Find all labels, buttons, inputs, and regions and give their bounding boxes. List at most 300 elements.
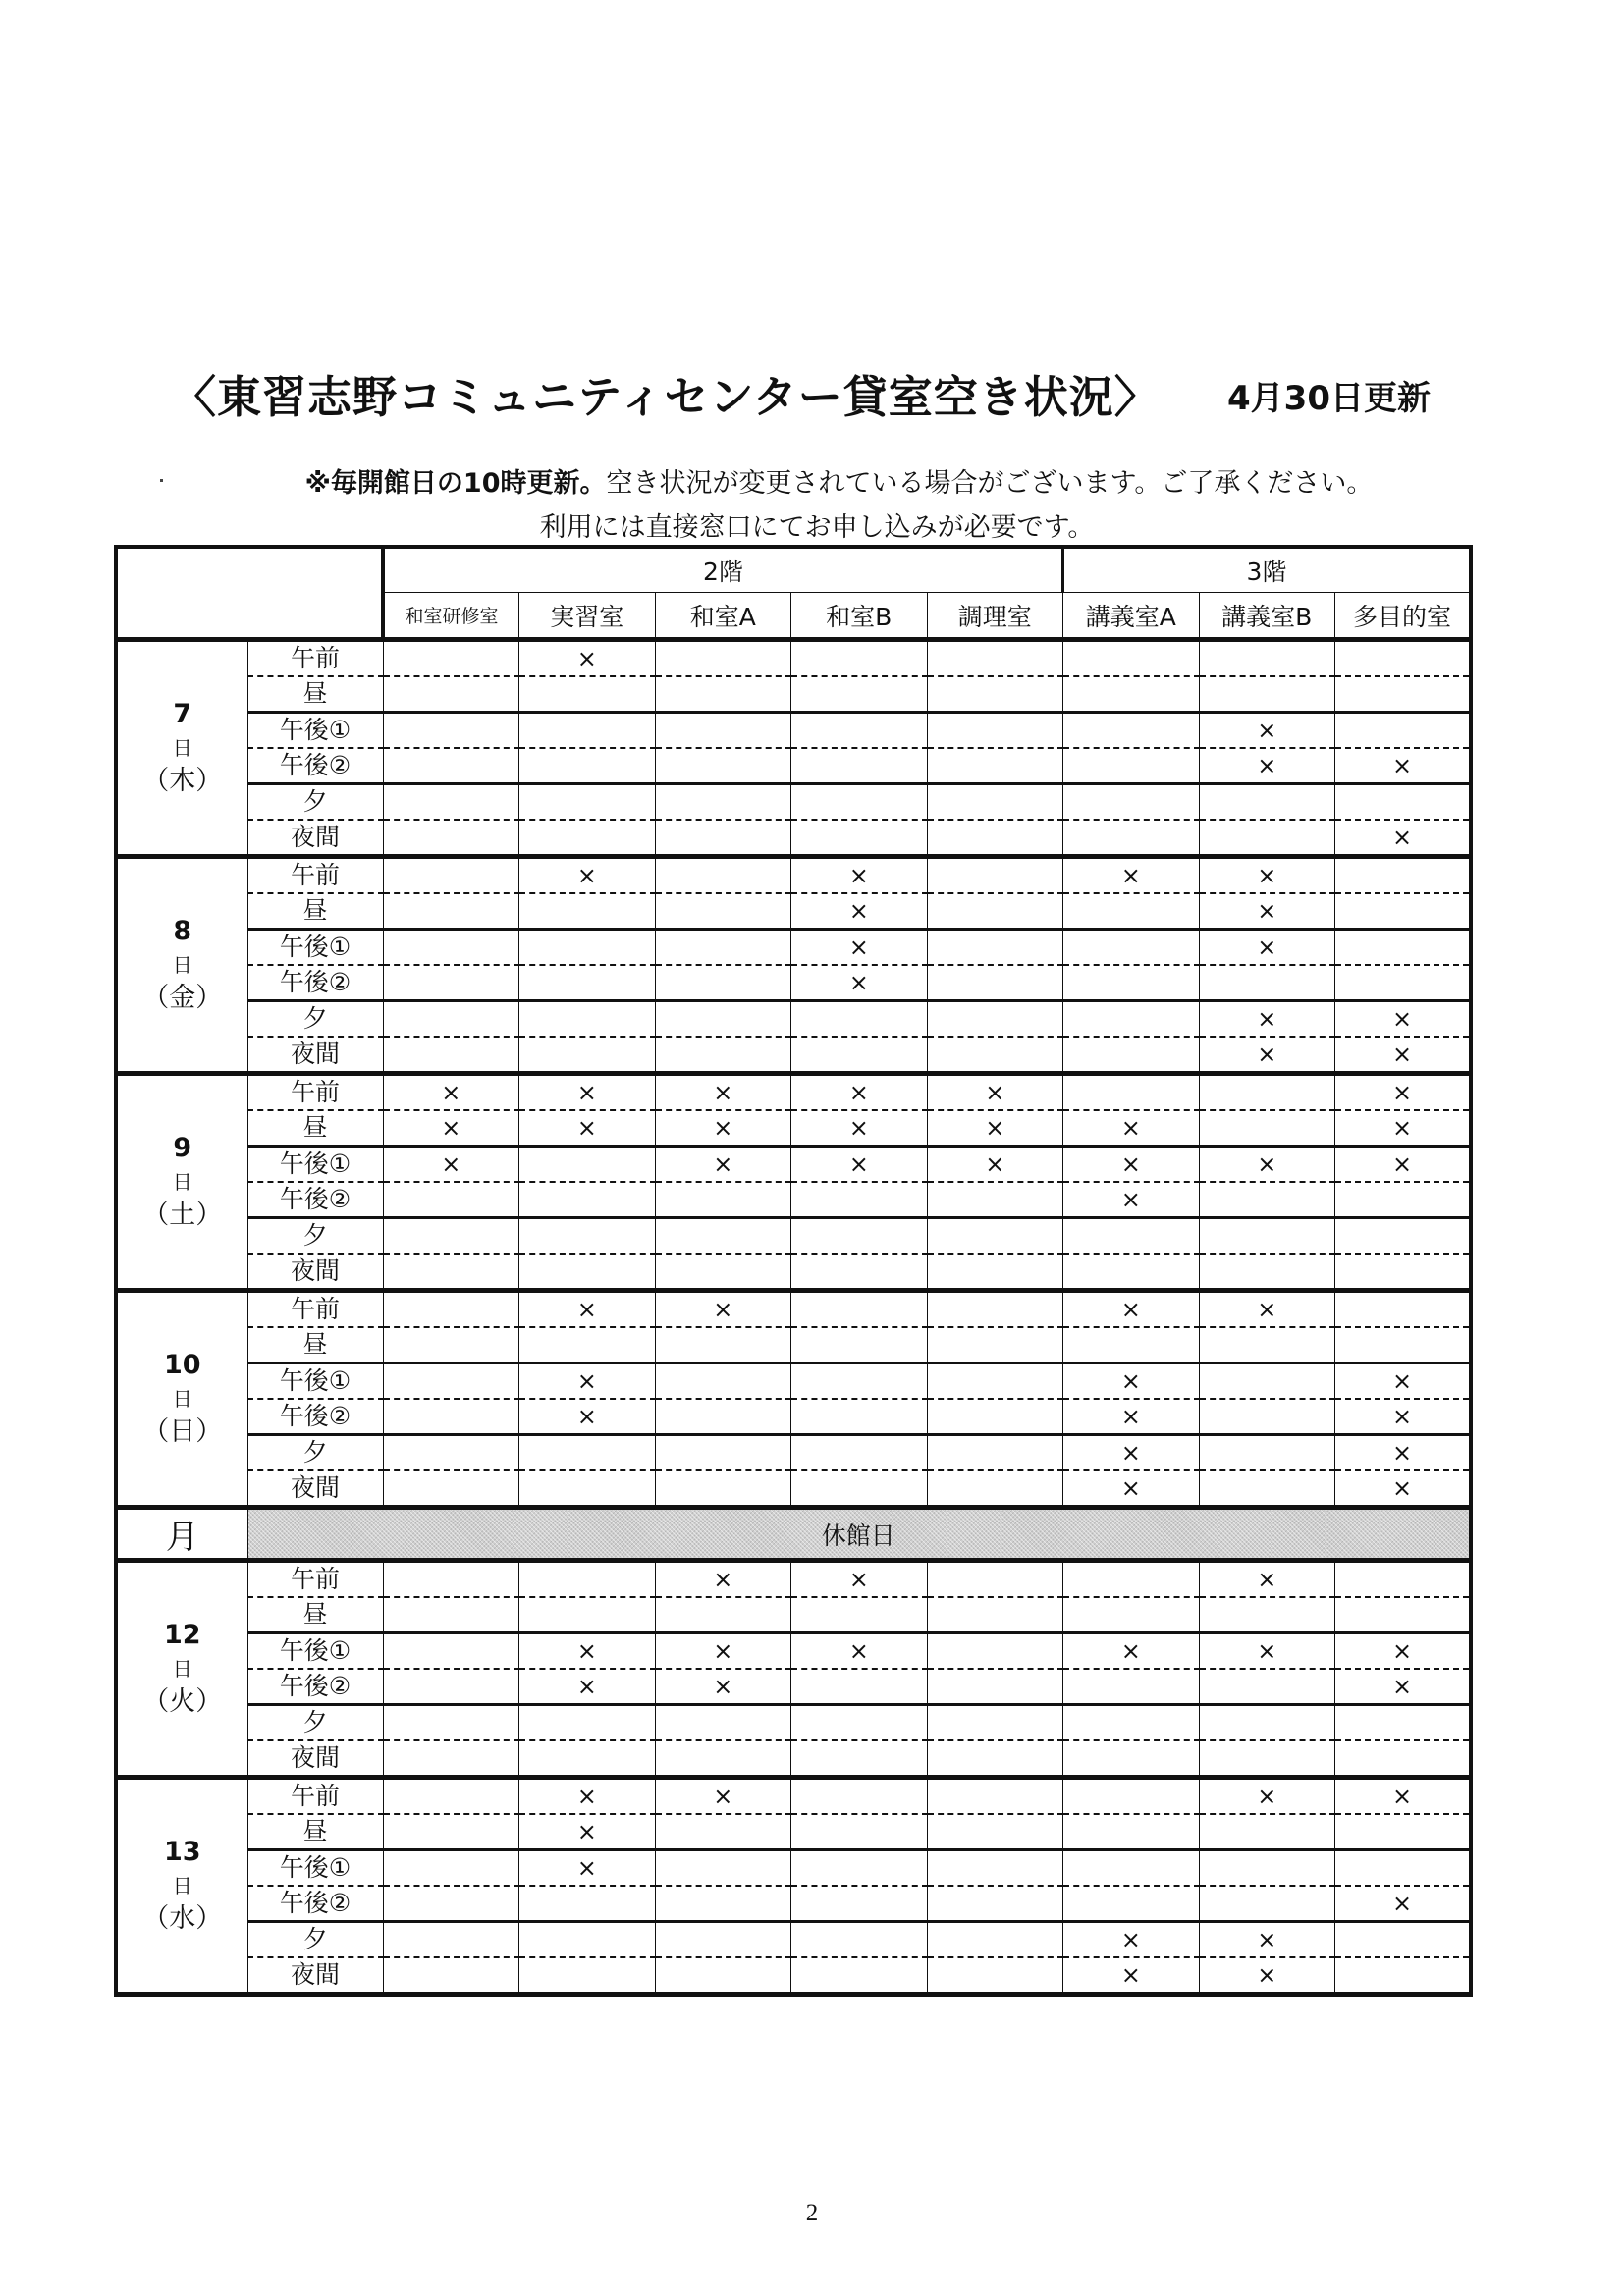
page-title: 〈東習志野コミュニティセンター貸室空き状況〉 bbox=[172, 371, 1160, 423]
available-cell bbox=[791, 1001, 928, 1038]
available-cell bbox=[1199, 1218, 1335, 1255]
available-cell bbox=[519, 1922, 656, 1958]
slot-label: 午後② bbox=[247, 1886, 383, 1922]
available-cell bbox=[791, 1597, 928, 1633]
available-cell bbox=[1335, 713, 1472, 749]
available-cell bbox=[927, 1037, 1063, 1074]
available-cell bbox=[519, 1001, 656, 1038]
booked-cell: × bbox=[791, 1147, 928, 1183]
slot-row bbox=[116, 1470, 1471, 1508]
booked-cell: × bbox=[655, 1669, 791, 1705]
slot-row bbox=[116, 1669, 1471, 1705]
slot-label: 夜間 bbox=[247, 1254, 383, 1291]
available-cell bbox=[655, 1037, 791, 1074]
booked-cell: × bbox=[1063, 1633, 1200, 1670]
day-unit: 日 bbox=[172, 736, 192, 760]
holiday-weekday: 月 bbox=[116, 1508, 247, 1561]
available-cell bbox=[791, 1435, 928, 1471]
available-cell bbox=[519, 1597, 656, 1633]
booked-cell: × bbox=[1335, 748, 1472, 784]
availability-table bbox=[114, 545, 1473, 1997]
slot-label: 午前 bbox=[247, 1561, 383, 1598]
booked-cell: × bbox=[383, 1074, 519, 1111]
available-cell bbox=[927, 640, 1063, 677]
booked-cell: × bbox=[1199, 1922, 1335, 1958]
booked-cell: × bbox=[519, 1669, 656, 1705]
available-cell bbox=[927, 676, 1063, 713]
available-cell bbox=[927, 857, 1063, 894]
available-cell bbox=[655, 676, 791, 713]
available-cell bbox=[1199, 1363, 1335, 1400]
available-cell bbox=[1335, 1814, 1472, 1850]
booked-cell: × bbox=[1063, 1182, 1200, 1218]
floor-header-row bbox=[116, 547, 1471, 593]
slot-row bbox=[116, 1886, 1471, 1922]
available-cell bbox=[383, 1957, 519, 1995]
available-cell bbox=[927, 930, 1063, 966]
slot-row bbox=[116, 1850, 1471, 1887]
available-cell bbox=[1335, 1182, 1472, 1218]
available-cell bbox=[519, 676, 656, 713]
booked-cell: × bbox=[1199, 1957, 1335, 1995]
room-header: 和室B bbox=[791, 593, 928, 640]
available-cell bbox=[383, 1001, 519, 1038]
available-cell bbox=[1063, 1218, 1200, 1255]
available-cell bbox=[1199, 820, 1335, 857]
available-cell bbox=[383, 713, 519, 749]
slot-row bbox=[116, 1922, 1471, 1958]
slot-label: 午後② bbox=[247, 1182, 383, 1218]
booked-cell: × bbox=[1199, 893, 1335, 930]
room-header: 多目的室 bbox=[1335, 593, 1472, 640]
slot-row bbox=[116, 893, 1471, 930]
available-cell bbox=[1199, 1705, 1335, 1741]
slot-label: 午後② bbox=[247, 965, 383, 1001]
slot-row bbox=[116, 1814, 1471, 1850]
slot-label: 午後① bbox=[247, 930, 383, 966]
available-cell bbox=[655, 1254, 791, 1291]
booked-cell: × bbox=[655, 1074, 791, 1111]
slot-label: 夜間 bbox=[247, 820, 383, 857]
booked-cell: × bbox=[1335, 1110, 1472, 1147]
available-cell bbox=[927, 748, 1063, 784]
available-cell bbox=[383, 1597, 519, 1633]
slot-label: 夕 bbox=[247, 1922, 383, 1958]
available-cell bbox=[1063, 713, 1200, 749]
available-cell bbox=[383, 676, 519, 713]
room-header: 講義室B bbox=[1199, 593, 1335, 640]
slot-label: 昼 bbox=[247, 1327, 383, 1363]
available-cell bbox=[655, 1001, 791, 1038]
slot-label: 午前 bbox=[247, 1074, 383, 1111]
day-label bbox=[116, 1291, 247, 1508]
available-cell bbox=[1063, 1327, 1200, 1363]
available-cell bbox=[519, 965, 656, 1001]
day-weekday: （水） bbox=[142, 1903, 223, 1934]
room-header: 和室A bbox=[655, 593, 791, 640]
available-cell bbox=[927, 1218, 1063, 1255]
available-cell bbox=[791, 1182, 928, 1218]
available-cell bbox=[927, 1254, 1063, 1291]
available-cell bbox=[1335, 893, 1472, 930]
available-cell bbox=[655, 1597, 791, 1633]
available-cell bbox=[519, 1435, 656, 1471]
booked-cell: × bbox=[519, 1850, 656, 1887]
available-cell bbox=[1335, 784, 1472, 821]
available-cell bbox=[1199, 1399, 1335, 1435]
available-cell bbox=[383, 893, 519, 930]
slot-label: 午後① bbox=[247, 713, 383, 749]
available-cell bbox=[1199, 1850, 1335, 1887]
day-weekday: （金） bbox=[142, 983, 223, 1013]
booked-cell: × bbox=[519, 1291, 656, 1328]
available-cell bbox=[1335, 1254, 1472, 1291]
available-cell bbox=[791, 1778, 928, 1815]
available-cell bbox=[791, 713, 928, 749]
booked-cell: × bbox=[1063, 1435, 1200, 1471]
booked-cell: × bbox=[927, 1110, 1063, 1147]
booked-cell: × bbox=[1199, 1037, 1335, 1074]
available-cell bbox=[655, 1922, 791, 1958]
available-cell bbox=[1063, 1886, 1200, 1922]
available-cell bbox=[1063, 1561, 1200, 1598]
booked-cell: × bbox=[519, 1363, 656, 1400]
available-cell bbox=[1063, 1850, 1200, 1887]
available-cell bbox=[519, 1218, 656, 1255]
booked-cell: × bbox=[791, 1110, 928, 1147]
slot-label: 夕 bbox=[247, 1218, 383, 1255]
day-unit: 日 bbox=[172, 1170, 192, 1194]
available-cell bbox=[791, 784, 928, 821]
booked-cell: × bbox=[519, 1074, 656, 1111]
slot-row bbox=[116, 930, 1471, 966]
booked-cell: × bbox=[655, 1110, 791, 1147]
available-cell bbox=[519, 1705, 656, 1741]
available-cell bbox=[1199, 640, 1335, 677]
available-cell bbox=[519, 1147, 656, 1183]
available-cell bbox=[791, 1470, 928, 1508]
available-cell bbox=[927, 820, 1063, 857]
floor-2-header: 2階 bbox=[383, 547, 1063, 593]
day-number: 12 bbox=[163, 1620, 201, 1650]
day-number: 7 bbox=[173, 699, 192, 729]
available-cell bbox=[927, 1291, 1063, 1328]
slot-row bbox=[116, 1705, 1471, 1741]
slot-row bbox=[116, 1778, 1471, 1815]
available-cell bbox=[927, 1363, 1063, 1400]
day-weekday: （木） bbox=[142, 766, 223, 796]
booked-cell: × bbox=[1335, 1363, 1472, 1400]
available-cell bbox=[1199, 1327, 1335, 1363]
booked-cell: × bbox=[1199, 1291, 1335, 1328]
available-cell bbox=[1063, 784, 1200, 821]
day-number: 8 bbox=[173, 916, 192, 946]
slot-row bbox=[116, 676, 1471, 713]
slot-row bbox=[116, 857, 1471, 894]
available-cell bbox=[1063, 1778, 1200, 1815]
booked-cell: × bbox=[519, 1399, 656, 1435]
booked-cell: × bbox=[791, 1074, 928, 1111]
slot-row bbox=[116, 784, 1471, 821]
available-cell bbox=[1063, 930, 1200, 966]
available-cell bbox=[519, 1561, 656, 1598]
slot-row bbox=[116, 713, 1471, 749]
slot-row bbox=[116, 1957, 1471, 1995]
available-cell bbox=[1199, 1074, 1335, 1111]
available-cell bbox=[1335, 930, 1472, 966]
available-cell bbox=[1063, 1074, 1200, 1111]
slot-label: 昼 bbox=[247, 1597, 383, 1633]
slot-row bbox=[116, 1399, 1471, 1435]
room-header: 実習室 bbox=[519, 593, 656, 640]
booked-cell: × bbox=[1063, 857, 1200, 894]
booked-cell: × bbox=[1063, 1110, 1200, 1147]
available-cell bbox=[1199, 1254, 1335, 1291]
available-cell bbox=[519, 1957, 656, 1995]
update-note-bold: ※毎開館日の10時更新。 bbox=[304, 468, 607, 499]
booked-cell: × bbox=[1199, 713, 1335, 749]
day-label bbox=[116, 857, 247, 1074]
slot-row bbox=[116, 1561, 1471, 1598]
available-cell bbox=[927, 893, 1063, 930]
booked-cell: × bbox=[1335, 1435, 1472, 1471]
day-weekday: （日） bbox=[142, 1416, 223, 1447]
page-number: 2 bbox=[805, 2200, 819, 2226]
booked-cell: × bbox=[1335, 1778, 1472, 1815]
slot-label: 午前 bbox=[247, 640, 383, 677]
day-number: 10 bbox=[163, 1350, 201, 1380]
day-unit: 日 bbox=[172, 1387, 192, 1411]
available-cell bbox=[383, 1633, 519, 1670]
room-header: 調理室 bbox=[927, 593, 1063, 640]
available-cell bbox=[655, 1957, 791, 1995]
available-cell bbox=[791, 748, 928, 784]
available-cell bbox=[927, 1470, 1063, 1508]
available-cell bbox=[1335, 1957, 1472, 1995]
available-cell bbox=[655, 1886, 791, 1922]
booked-cell: × bbox=[1199, 1001, 1335, 1038]
available-cell bbox=[927, 1001, 1063, 1038]
slot-label: 昼 bbox=[247, 676, 383, 713]
booked-cell: × bbox=[519, 1814, 656, 1850]
available-cell bbox=[1199, 784, 1335, 821]
available-cell bbox=[1335, 965, 1472, 1001]
available-cell bbox=[383, 1669, 519, 1705]
available-cell bbox=[927, 784, 1063, 821]
booked-cell: × bbox=[791, 857, 928, 894]
available-cell bbox=[927, 965, 1063, 1001]
available-cell bbox=[655, 1814, 791, 1850]
available-cell bbox=[927, 1814, 1063, 1850]
booked-cell: × bbox=[1063, 1147, 1200, 1183]
booked-cell: × bbox=[1199, 930, 1335, 966]
booked-cell: × bbox=[1199, 1633, 1335, 1670]
available-cell bbox=[519, 748, 656, 784]
available-cell bbox=[1199, 1814, 1335, 1850]
slot-row bbox=[116, 1037, 1471, 1074]
available-cell bbox=[1335, 1218, 1472, 1255]
available-cell bbox=[1199, 965, 1335, 1001]
available-cell bbox=[1063, 893, 1200, 930]
booked-cell: × bbox=[655, 1561, 791, 1598]
booked-cell: × bbox=[791, 1561, 928, 1598]
available-cell bbox=[655, 1327, 791, 1363]
slot-row bbox=[116, 1074, 1471, 1111]
available-cell bbox=[927, 1561, 1063, 1598]
slot-row bbox=[116, 1740, 1471, 1778]
booked-cell: × bbox=[655, 1633, 791, 1670]
booked-cell: × bbox=[1063, 1470, 1200, 1508]
available-cell bbox=[383, 1399, 519, 1435]
available-cell bbox=[519, 1886, 656, 1922]
available-cell bbox=[791, 1254, 928, 1291]
available-cell bbox=[1199, 1886, 1335, 1922]
slot-label: 午後① bbox=[247, 1147, 383, 1183]
slot-label: 午前 bbox=[247, 1778, 383, 1815]
slot-label: 午後② bbox=[247, 748, 383, 784]
slot-row bbox=[116, 1182, 1471, 1218]
available-cell bbox=[791, 1291, 928, 1328]
available-cell bbox=[927, 1597, 1063, 1633]
available-cell bbox=[383, 1922, 519, 1958]
booked-cell: × bbox=[791, 930, 928, 966]
available-cell bbox=[927, 1327, 1063, 1363]
available-cell bbox=[791, 1327, 928, 1363]
available-cell bbox=[383, 1705, 519, 1741]
available-cell bbox=[1063, 1037, 1200, 1074]
booked-cell: × bbox=[519, 1110, 656, 1147]
available-cell bbox=[791, 1957, 928, 1995]
available-cell bbox=[1063, 1669, 1200, 1705]
day-label bbox=[116, 640, 247, 857]
available-cell bbox=[383, 784, 519, 821]
slot-row bbox=[116, 1001, 1471, 1038]
floor-3-header: 3階 bbox=[1063, 547, 1472, 593]
available-cell bbox=[1199, 676, 1335, 713]
booked-cell: × bbox=[1199, 748, 1335, 784]
available-cell bbox=[1335, 640, 1472, 677]
available-cell bbox=[1063, 1814, 1200, 1850]
available-cell bbox=[1335, 1327, 1472, 1363]
available-cell bbox=[1063, 1254, 1200, 1291]
slot-label: 夕 bbox=[247, 1435, 383, 1471]
available-cell bbox=[383, 1814, 519, 1850]
slot-label: 夜間 bbox=[247, 1740, 383, 1778]
available-cell bbox=[519, 1254, 656, 1291]
available-cell bbox=[927, 1182, 1063, 1218]
available-cell bbox=[791, 1886, 928, 1922]
booked-cell: × bbox=[1335, 1633, 1472, 1670]
available-cell bbox=[655, 784, 791, 821]
available-cell bbox=[655, 1182, 791, 1218]
available-cell bbox=[655, 1740, 791, 1778]
update-note bbox=[0, 461, 1624, 500]
available-cell bbox=[519, 1740, 656, 1778]
available-cell bbox=[519, 930, 656, 966]
available-cell bbox=[791, 1669, 928, 1705]
slot-label: 夜間 bbox=[247, 1037, 383, 1074]
booked-cell: × bbox=[383, 1110, 519, 1147]
booked-cell: × bbox=[927, 1147, 1063, 1183]
holiday-row bbox=[116, 1508, 1471, 1561]
available-cell bbox=[383, 1291, 519, 1328]
available-cell bbox=[655, 1435, 791, 1471]
slot-row bbox=[116, 1254, 1471, 1291]
slot-label: 午前 bbox=[247, 857, 383, 894]
available-cell bbox=[383, 1435, 519, 1471]
available-cell bbox=[1335, 676, 1472, 713]
slot-row bbox=[116, 748, 1471, 784]
available-cell bbox=[927, 713, 1063, 749]
application-note: 利用には直接窓口にてお申し込みが必要です。 bbox=[539, 512, 1095, 543]
booked-cell: × bbox=[791, 965, 928, 1001]
booked-cell: × bbox=[655, 1291, 791, 1328]
slot-label: 午後① bbox=[247, 1633, 383, 1670]
available-cell bbox=[519, 1327, 656, 1363]
room-header: 和室研修室 bbox=[383, 593, 519, 640]
day-number: 9 bbox=[173, 1133, 192, 1163]
available-cell bbox=[1335, 1291, 1472, 1328]
day-weekday: （火） bbox=[142, 1686, 223, 1717]
available-cell bbox=[791, 1922, 928, 1958]
available-cell bbox=[927, 1705, 1063, 1741]
slot-label: 午後② bbox=[247, 1669, 383, 1705]
available-cell bbox=[791, 1850, 928, 1887]
booked-cell: × bbox=[791, 1633, 928, 1670]
slot-row bbox=[116, 1597, 1471, 1633]
day-unit: 日 bbox=[172, 953, 192, 977]
slot-row bbox=[116, 965, 1471, 1001]
slot-label: 昼 bbox=[247, 1814, 383, 1850]
slot-row bbox=[116, 1633, 1471, 1670]
available-cell bbox=[927, 1435, 1063, 1471]
booked-cell: × bbox=[1335, 1669, 1472, 1705]
slot-label: 昼 bbox=[247, 893, 383, 930]
available-cell bbox=[383, 748, 519, 784]
available-cell bbox=[655, 893, 791, 930]
available-cell bbox=[519, 1182, 656, 1218]
available-cell bbox=[1335, 1597, 1472, 1633]
available-cell bbox=[655, 965, 791, 1001]
slot-label: 夜間 bbox=[247, 1470, 383, 1508]
available-cell bbox=[1199, 1110, 1335, 1147]
slot-row bbox=[116, 820, 1471, 857]
booked-cell: × bbox=[519, 640, 656, 677]
available-cell bbox=[791, 1037, 928, 1074]
booked-cell: × bbox=[383, 1147, 519, 1183]
slot-row bbox=[116, 640, 1471, 677]
available-cell bbox=[383, 1850, 519, 1887]
available-cell bbox=[927, 1778, 1063, 1815]
slot-label: 夕 bbox=[247, 784, 383, 821]
available-cell bbox=[1063, 640, 1200, 677]
available-cell bbox=[1199, 1435, 1335, 1471]
available-cell bbox=[1199, 1597, 1335, 1633]
available-cell bbox=[655, 1850, 791, 1887]
day-unit: 日 bbox=[172, 1657, 192, 1681]
booked-cell: × bbox=[655, 1778, 791, 1815]
booked-cell: × bbox=[1335, 1037, 1472, 1074]
booked-cell: × bbox=[1335, 1470, 1472, 1508]
slot-row bbox=[116, 1218, 1471, 1255]
booked-cell: × bbox=[519, 1633, 656, 1670]
available-cell bbox=[383, 1037, 519, 1074]
booked-cell: × bbox=[1335, 1074, 1472, 1111]
available-cell bbox=[1335, 857, 1472, 894]
booked-cell: × bbox=[1199, 1147, 1335, 1183]
available-cell bbox=[1063, 1597, 1200, 1633]
booked-cell: × bbox=[655, 1147, 791, 1183]
